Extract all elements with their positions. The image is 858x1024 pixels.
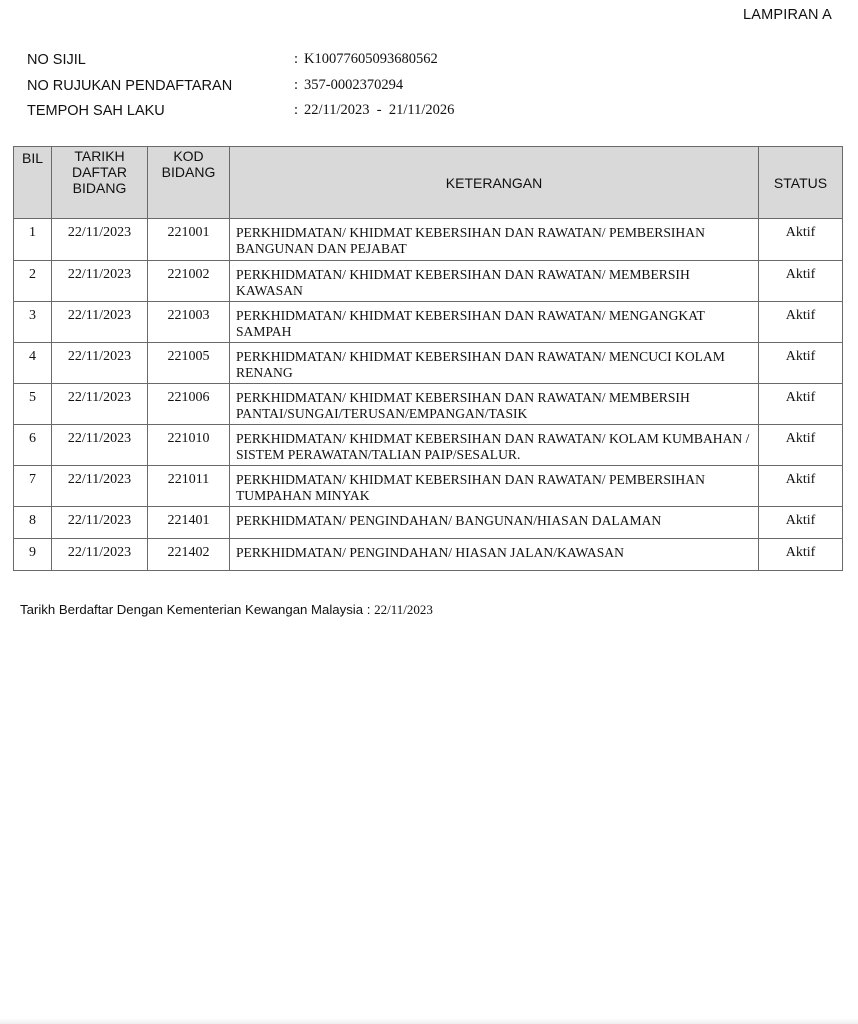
table-row: [14, 302, 843, 343]
cell-keterangan: PERKHIDMATAN/ KHIDMAT KEBERSIHAN DAN RAWATAN/ MEMBERSIH PANTAI/SUNGAI/TERUSAN/EMPANGAN/TASIK: [230, 384, 759, 425]
cell-keterangan: PERKHIDMATAN/ PENGINDAHAN/ BANGUNAN/HIASAN DALAMAN: [230, 507, 759, 539]
footer-label: Tarikh Berdaftar Dengan Kementerian Kewangan Malaysia :: [20, 602, 371, 617]
cell-tarikh: 22/11/2023: [52, 466, 148, 507]
cell-tarikh: 22/11/2023: [52, 302, 148, 343]
header-tarikh-daftar-bidang: TARIKH DAFTAR BIDANG: [52, 147, 148, 219]
table-row: [14, 507, 843, 539]
cell-bil: 6: [14, 425, 52, 466]
cell-status: Aktif: [759, 466, 843, 507]
cell-tarikh: 22/11/2023: [52, 261, 148, 302]
page-bottom-edge: [0, 1018, 858, 1024]
meta-label: NO RUJUKAN PENDAFTARAN: [27, 77, 233, 94]
table-row: [14, 219, 843, 261]
meta-colon: :: [294, 51, 299, 67]
cell-status: Aktif: [759, 343, 843, 384]
meta-colon: :: [294, 76, 299, 93]
table-row: [14, 384, 843, 425]
cell-kod: 221011: [148, 466, 230, 507]
header-status: STATUS: [759, 147, 843, 219]
cell-kod: 221003: [148, 302, 230, 343]
appendix-label: LAMPIRAN A: [742, 7, 832, 23]
cell-bil: 4: [14, 343, 52, 384]
header-kod-bidang: KOD BIDANG: [148, 147, 230, 219]
registration-date-footer: [20, 602, 433, 618]
cell-tarikh: 22/11/2023: [52, 507, 148, 539]
cell-status: Aktif: [759, 302, 843, 343]
cell-keterangan: PERKHIDMATAN/ KHIDMAT KEBERSIHAN DAN RAWATAN/ MENCUCI KOLAM RENANG: [230, 343, 759, 384]
cell-bil: 8: [14, 507, 52, 539]
meta-value: [294, 75, 403, 95]
cell-status: Aktif: [759, 261, 843, 302]
cell-tarikh: 22/11/2023: [52, 384, 148, 425]
meta-colon: :: [294, 102, 299, 118]
cell-tarikh: 22/11/2023: [52, 219, 148, 261]
meta-label: TEMPOH SAH LAKU: [27, 103, 165, 119]
table-row: [14, 425, 843, 466]
cell-status: Aktif: [759, 384, 843, 425]
bidang-table: [13, 146, 843, 571]
cell-keterangan: PERKHIDMATAN/ KHIDMAT KEBERSIHAN DAN RAWATAN/ KOLAM KUMBAHAN / SISTEM PERAWATAN/TALIAN PAIP/SESALUR.: [230, 425, 759, 466]
cell-keterangan: PERKHIDMATAN/ KHIDMAT KEBERSIHAN DAN RAWATAN/ PEMBERSIHAN BANGUNAN DAN PEJABAT: [230, 219, 759, 261]
header-keterangan: KETERANGAN: [230, 147, 759, 219]
cell-bil: 1: [14, 219, 52, 261]
table-row: [14, 343, 843, 384]
cell-bil: 5: [14, 384, 52, 425]
table-header-row: [14, 147, 843, 219]
cell-kod: 221402: [148, 539, 230, 571]
validity-period: 22/11/2023 - 21/11/2026: [304, 102, 455, 118]
registration-reference: 357-0002370294: [304, 76, 404, 93]
table-row: [14, 261, 843, 302]
cell-kod: 221002: [148, 261, 230, 302]
cell-keterangan: PERKHIDMATAN/ KHIDMAT KEBERSIHAN DAN RAWATAN/ MENGANGKAT SAMPAH: [230, 302, 759, 343]
cell-kod: 221005: [148, 343, 230, 384]
footer-date: 22/11/2023: [374, 602, 433, 617]
header-bil: BIL: [14, 147, 52, 219]
cell-bil: 3: [14, 302, 52, 343]
cell-bil: 7: [14, 466, 52, 507]
meta-label: NO SIJIL: [27, 52, 86, 68]
cell-keterangan: PERKHIDMATAN/ KHIDMAT KEBERSIHAN DAN RAWATAN/ PEMBERSIHAN TUMPAHAN MINYAK: [230, 466, 759, 507]
cell-tarikh: 22/11/2023: [52, 425, 148, 466]
cell-status: Aktif: [759, 219, 843, 261]
cell-kod: 221001: [148, 219, 230, 261]
cell-kod: 221006: [148, 384, 230, 425]
cell-status: Aktif: [759, 539, 843, 571]
cell-status: Aktif: [759, 507, 843, 539]
cell-kod: 221010: [148, 425, 230, 466]
cell-keterangan: PERKHIDMATAN/ KHIDMAT KEBERSIHAN DAN RAWATAN/ MEMBERSIH KAWASAN: [230, 261, 759, 302]
cell-status: Aktif: [759, 425, 843, 466]
certificate-number: K10077605093680562: [304, 51, 438, 67]
cell-tarikh: 22/11/2023: [52, 343, 148, 384]
cell-tarikh: 22/11/2023: [52, 539, 148, 571]
table-row: [14, 539, 843, 571]
cell-bil: 2: [14, 261, 52, 302]
cell-bil: 9: [14, 539, 52, 571]
cell-keterangan: PERKHIDMATAN/ PENGINDAHAN/ HIASAN JALAN/KAWASAN: [230, 539, 759, 571]
meta-value: [294, 100, 454, 120]
cell-kod: 221401: [148, 507, 230, 539]
meta-value: [294, 49, 438, 69]
table-row: [14, 466, 843, 507]
